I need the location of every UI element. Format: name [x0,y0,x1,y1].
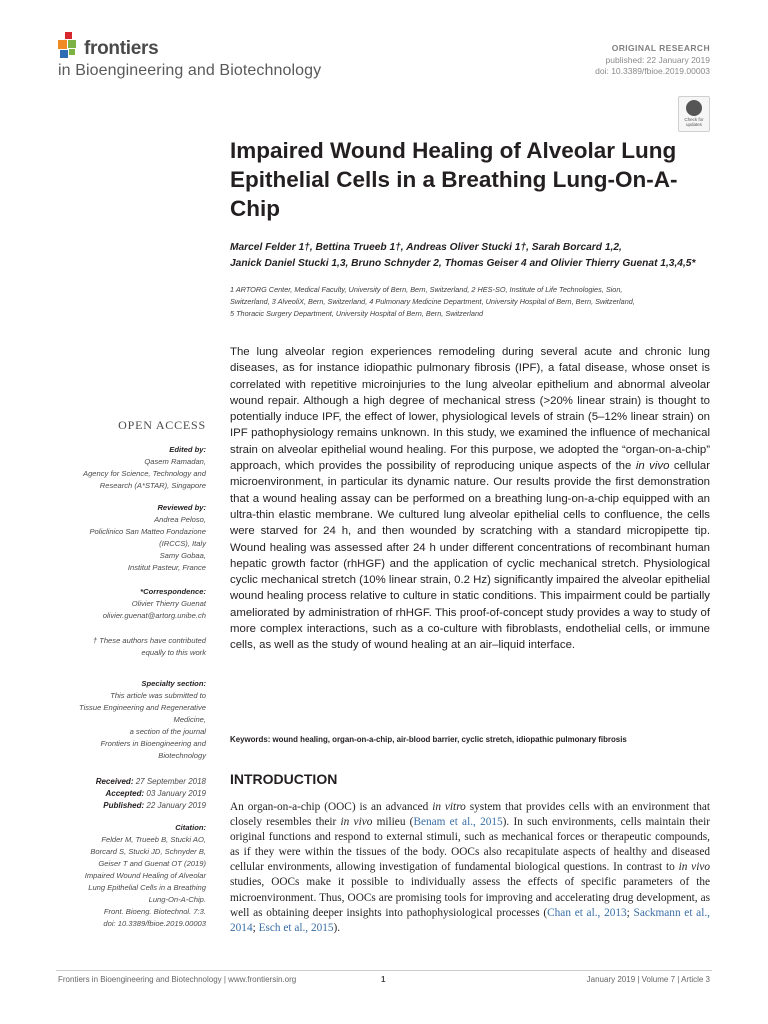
footer-divider [56,970,712,971]
specialty-line: This article was submitted to [110,691,206,700]
reference-link[interactable]: Esch et al., 2015 [258,921,334,934]
abstract [230,344,710,654]
abstract-text: cellular microenvironment, in particular its dynamic nature. Our results provide the first demonstration that a wound healing assay can be performed on a breathing lung-on-a-chip equipped with an ultra-thin elastic membrane. We cultured lung alveolar epithelial cells to confluence, the cells were starved for 24 h, and then wounded by scratching with a standard micropipette tip. Wound healing was assessed after 24 h under different concentrations of recombinant human hepatic growth factor (rhHGF) and the application of cyclic mechanical stretch. Physiological cyclic mechanical stretch (10% linear strain, 0.2 Hz) significantly impaired the alveolar epithelial wound healing process relative to culture in static conditions. This impairment could be partially ameliorated by administration of rhHGF. This proof-of-concept study provides a way to study of more complex interactions, such as a co-culture with fibroblasts, endothelial cells, or immune cells, as well as the study of wound healing at an air–liquid interface. [230,460,710,652]
citation-line: Felder M, Trueeb B, Stucki AO, [101,835,206,844]
reference-link[interactable]: Sackmann et al., 2014 [230,906,710,934]
accepted-label: Accepted: [105,789,145,798]
citation-line: Borcard S, Stucki JD, Schnyder B, [90,847,206,856]
correspondence-name: Olivier Thierry Guenat [131,599,206,608]
reviewed-by-heading: Reviewed by: [157,503,206,512]
reviewer-name[interactable]: Andrea Peloso, [154,515,206,524]
specialty-line: Frontiers in Bioengineering and [100,739,206,748]
introduction-paragraph [230,800,710,936]
reviewer-affiliation: Policlinico San Matteo Fondazione [89,527,206,536]
footer-journal[interactable]: Frontiers in Bioengineering and Biotechnology | www.frontiersin.org [58,975,297,984]
reviewer-affiliation: (IRCCS), Italy [159,539,206,548]
citation-heading: Citation: [175,823,206,832]
check-for-updates-button[interactable] [678,96,710,132]
intro-text: milieu ( [372,816,414,829]
footer-issue: January 2019 | Volume 7 | Article 3 [586,975,710,984]
frontiers-logo-icon [56,32,82,64]
published-date: published: 22 January 2019 [605,55,710,65]
doi-link[interactable]: doi: 10.3389/fbioe.2019.00003 [595,66,710,76]
updates-icon [686,100,702,116]
correspondence-heading: *Correspondence: [140,587,206,596]
editor-name[interactable]: Qasem Ramadan, [144,457,206,466]
affiliations [230,284,710,320]
published-label: Published: [103,801,145,810]
received-date [6,776,206,788]
author-line: Janick Daniel Stucki 1,3, Bruno Schnyder 2, Thomas Geiser 4 and Olivier Thierry Guenat 1,3,4,5* [230,258,696,269]
specialty-line: a section of the journal [129,727,206,736]
intro-text: ; [252,921,259,934]
edited-by-block [6,444,206,492]
affiliation-line: 5 Thoracic Surgery Department, University Hospital of Bern, Bern, Switzerland [230,309,484,318]
specialty-heading: Specialty section: [141,679,206,688]
reference-link[interactable]: Benam et al., 2015 [413,816,503,829]
article-type: ORIGINAL RESEARCH [611,43,710,53]
edited-by-heading: Edited by: [169,445,206,454]
contribution-note [6,635,206,659]
received-value: 27 September 2018 [135,777,206,786]
abstract-italic: in vivo [635,460,670,473]
specialty-line: Biotechnology [158,751,206,760]
editor-affiliation: Research (A*STAR), Singapore [99,481,206,490]
published-date-side [6,800,206,812]
journal-name-sub: in Bioengineering and Biotechnology [58,62,322,79]
intro-text: An organ-on-a-chip (OOC) is an advanced [230,801,433,813]
intro-text: ). In such environments, cells maintain their original functions and respond to external stimuli, such as mechanical forces or therapeutic compounds, as if they were within the tissues of the body. OOCs also recapitulate aspects of healthy and diseased cellular environments, allowing investigation of fundamental biological questions. In contrast to [230,816,710,874]
author-list [230,240,710,272]
page-number: 1 [381,975,386,984]
citation-line: Geiser T and Guenat OT (2019) [98,859,206,868]
received-label: Received: [95,777,134,786]
reference-link[interactable]: Chan et al., 2013 [547,906,627,919]
contribution-line: equally to this work [141,648,206,657]
citation-block [6,822,206,930]
reviewer-affiliation: Institut Pasteur, France [127,563,206,572]
updates-label: Check for updates [684,117,704,127]
contribution-line: † These authors have contributed [92,636,206,645]
abstract-text: The lung alveolar region experiences remodeling during several acute and chronic lung diseases, as for instance idiopathic pulmonary fibrosis (IPF), a fatal disease, whose onset is correlated with repetitive microinjuries to the lung alveolar epithelium and abnormal alveolar wound repair. Although a high degree of mechanical stress (>20% linear strain) is thought to potentially induce IPF, the effect of lower, physiological levels of strain (5–12% linear strain) on IPF pathophysiology remains unknown. In this study, we examined the influence of mechanical strain on alveolar epithelial wound healing. For this purpose, we adopted the “organ-on-a-chip” approach, which provides the possibility of reproducing unique aspects of the [230,346,710,473]
citation-line: Front. Bioeng. Biotechnol. 7:3. [103,907,206,916]
correspondence-block [6,586,206,622]
intro-italic: in vivo [340,816,373,829]
accepted-date [6,788,206,800]
reviewer-name[interactable]: Samy Gobaa, [159,551,206,560]
keywords: Keywords: wound healing, organ-on-a-chip, air-blood barrier, cyclic stretch, idiopathic pulmonary fibrosis [230,735,627,744]
specialty-line: Medicine, [173,715,206,724]
intro-text: ; [626,906,634,919]
introduction-heading: INTRODUCTION [230,771,338,787]
intro-text: ). [333,921,341,934]
editor-affiliation: Agency for Science, Technology and [83,469,206,478]
citation-line: Lung Epithelial Cells in a Breathing [88,883,206,892]
specialty-line: Tissue Engineering and Regenerative [79,703,206,712]
citation-line: Impaired Wound Healing of Alveolar [84,871,206,880]
intro-text: system that provides cells with an environment that closely resembles their [230,801,710,829]
published-value: 22 January 2019 [146,801,206,810]
intro-italic: in vitro [432,801,466,813]
correspondence-email[interactable]: olivier.guenat@artorg.unibe.ch [102,611,206,620]
intro-text: studies, OOCs make it possible to individually assess the effects of specific parameters of the microenvironment. Thus, OOCs are promising tools for improving and accelerating drug development, as well as obtaining deeper insights into pathophysiological processes ( [230,876,710,919]
citation-line: Lung-On-A-Chip. [148,895,206,904]
open-access-label: OPEN ACCESS [118,418,206,432]
affiliation-line: 1 ARTORG Center, Medical Faculty, University of Bern, Bern, Switzerland, 2 HES-SO, Institute of Life Technologies, Sion, [230,285,623,294]
dates-block [6,776,206,812]
specialty-block [6,678,206,762]
reviewed-by-block [6,502,206,574]
citation-doi[interactable]: doi: 10.3389/fbioe.2019.00003 [103,919,206,928]
intro-italic: in vivo [678,861,710,874]
accepted-value: 03 January 2019 [146,789,206,798]
author-line: Marcel Felder 1†, Bettina Trueeb 1†, Andreas Oliver Stucki 1†, Sarah Borcard 1,2, [230,242,622,253]
affiliation-line: Switzerland, 3 AlveoliX, Bern, Switzerland, 4 Pulmonary Medicine Department, University Hospital of Bern, Bern, Switzerland, [230,297,635,306]
journal-name-top: frontiers [84,38,159,59]
article-title: Impaired Wound Healing of Alveolar Lung Epithelial Cells in a Breathing Lung-On-A-Chip [230,138,678,221]
